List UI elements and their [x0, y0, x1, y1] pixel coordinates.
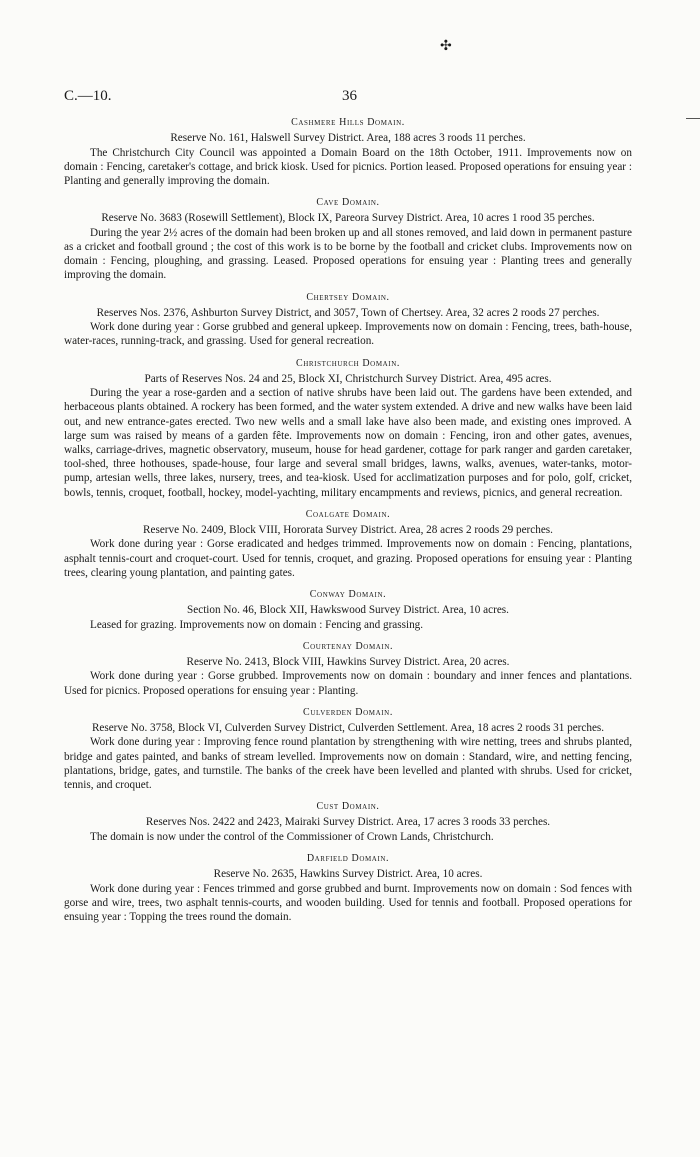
- section-culverden: [64, 707, 632, 792]
- section-title: Conway Domain.: [309, 589, 387, 601]
- section-title: Cashmere Hills Domain.: [291, 117, 405, 128]
- page-number: 36: [342, 88, 357, 104]
- section-body: Leased for grazing. Improvements now on domain : Fencing and grassing.: [90, 618, 424, 631]
- header-ornament: ✣: [440, 39, 452, 54]
- section-body: Work done during year : Gorse grubbed and general upkeep. Improvements now on domain : Fencing, trees, bath-house, water-races, running-track, and grassing. Used for general recreation.: [64, 321, 632, 348]
- section-title: Cave Domain.: [316, 197, 380, 209]
- section-title: Cust Domain.: [316, 801, 380, 813]
- section-coalgate: [64, 509, 632, 580]
- section-cashmere-hills: [64, 117, 632, 188]
- section-body: The Christchurch City Council was appointed a Domain Board on the 18th October, 1911. Improvements now on domain : Fencing, caretaker's cottage, and brick kiosk. Used for picnics. Portion leased. Proposed operations for ensuing year : Planting and generally improving the domain.: [64, 146, 632, 187]
- section-title: Culverden Domain.: [303, 706, 393, 718]
- report-reference: C.—10.: [64, 88, 112, 104]
- section-title: Coalgate Domain.: [305, 508, 391, 520]
- section-reserve: Reserve No. 2409, Block VIII, Hororata Survey District. Area, 28 acres 2 roods 29 perches.: [143, 523, 553, 536]
- section-body: Work done during year : Fences trimmed and gorse grubbed and burnt. Improvements now on domain : Sod fences with gorse and wire, trees, two asphalt tennis-courts, and wooden building. Used for tennis and football. Proposed operations for ensuing year : Topping the trees round the domain.: [64, 882, 632, 924]
- section-reserve: Reserves Nos. 2422 and 2423, Mairaki Survey District. Area, 17 acres 3 roods 33 perches.: [145, 816, 551, 829]
- section-reserve: Section No. 46, Block XII, Hawkswood Survey District. Area, 10 acres.: [187, 604, 509, 617]
- section-reserve: Parts of Reserves Nos. 24 and 25, Block XI, Christchurch Survey District. Area, 495 acres.: [144, 372, 552, 385]
- section-title: Courtenay Domain.: [302, 640, 394, 652]
- section-chertsey: [64, 292, 632, 349]
- section-reserve: Reserve No. 2635, Hawkins Survey District. Area, 10 acres.: [213, 868, 483, 881]
- section-body: Work done during year : Improving fence round plantation by strengthening with wire netting, trees and shrubs planted, bridge and gates painted, and banks of stream levelled. Improvements now on domain : Standard, wire, and netting fencing, plantations, bridge, gates, and turnstile. The banks of the creek have been levelled and planted with shrubs. Used for cricket, tennis, and croquet.: [64, 736, 632, 792]
- section-title: Christchurch Domain.: [295, 357, 400, 369]
- section-reserve: Reserve No. 2413, Block VIII, Hawkins Survey District. Area, 20 acres.: [186, 655, 510, 668]
- section-body: Work done during year : Gorse eradicated and hedges trimmed. Improvements now on domain : Fencing, plantations, asphalt tennis-court and croquet-court. Used for tennis, croquet, and grazing. Proposed operations for ensuing year : Planting trees, clearing young plantation, and painting gates.: [64, 538, 632, 579]
- section-title: Darfield Domain.: [306, 853, 390, 865]
- section-reserve: Reserve No. 3758, Block VI, Culverden Survey District, Culverden Settlement. Area, 18 acres 2 roods 31 perches.: [91, 721, 605, 734]
- section-reserve: Reserve No. 161, Halswell Survey District. Area, 188 acres 3 roods 11 perches.: [170, 132, 526, 144]
- section-christchurch: [64, 358, 632, 500]
- section-courtenay: [64, 641, 632, 698]
- section-reserve: Reserves Nos. 2376, Ashburton Survey District, and 3057, Town of Chertsey. Area, 32 acres 2 roods 27 perches.: [96, 306, 600, 319]
- section-cave: [64, 197, 632, 282]
- section-body: During the year a rose-garden and a section of native shrubs have been laid out. The gardens have been extended, and herbaceous plants obtained. A rockery has been formed, and the water system extended. A drive and new walks have been laid out, and new entrance-gates erected. Two new wells and a small lake have also been made, and existing ones improved. A large sum was raised by means of a garden fête. Improvements now on domain : Fencing, iron and other gates, avenues, walks, carriage-drives, magnetic observatory, museum, house for head gardener, cottage for park ranger and garden caretaker, tool-shed, three hothouses, spade-house, four large and several small bridges, lawns, walks, avenues, water-tanks, motor-pump, artesian wells, three lakes, nursery, trees, and tea-kiosk. Used for acclimatization purposes and for polo, golf, cricket, bowls, tennis, croquet, football, hockey, model-yachting, military encampments and reviews, picnics, and general recreation.: [64, 387, 632, 499]
- margin-mark: [686, 118, 700, 119]
- document-body: [64, 117, 632, 924]
- section-body: Work done during year : Gorse grubbed. Improvements now on domain : boundary and inner fences and plantations. Used for picnics. Proposed operations for ensuing year : Planting.: [64, 670, 632, 697]
- section-darfield: [64, 853, 632, 924]
- section-reserve: Reserve No. 3683 (Rosewill Settlement), Block IX, Pareora Survey District. Area, 10 acres 1 rood 35 perches.: [101, 212, 595, 225]
- section-body: The domain is now under the control of the Commissioner of Crown Lands, Christchurch.: [90, 830, 494, 843]
- section-title: Chertsey Domain.: [306, 291, 390, 303]
- section-body: During the year 2½ acres of the domain had been broken up and all stones removed, and laid down in permanent pasture as a cricket and football ground ; the cost of this work is to be borne by the football and cricket clubs. Improvements now on domain : Fencing, ploughing, and grassing. Leased. Proposed operations for ensuing year : Planting trees and generally improving the domain.: [64, 226, 632, 282]
- section-cust: [64, 801, 632, 844]
- section-conway: [64, 589, 632, 632]
